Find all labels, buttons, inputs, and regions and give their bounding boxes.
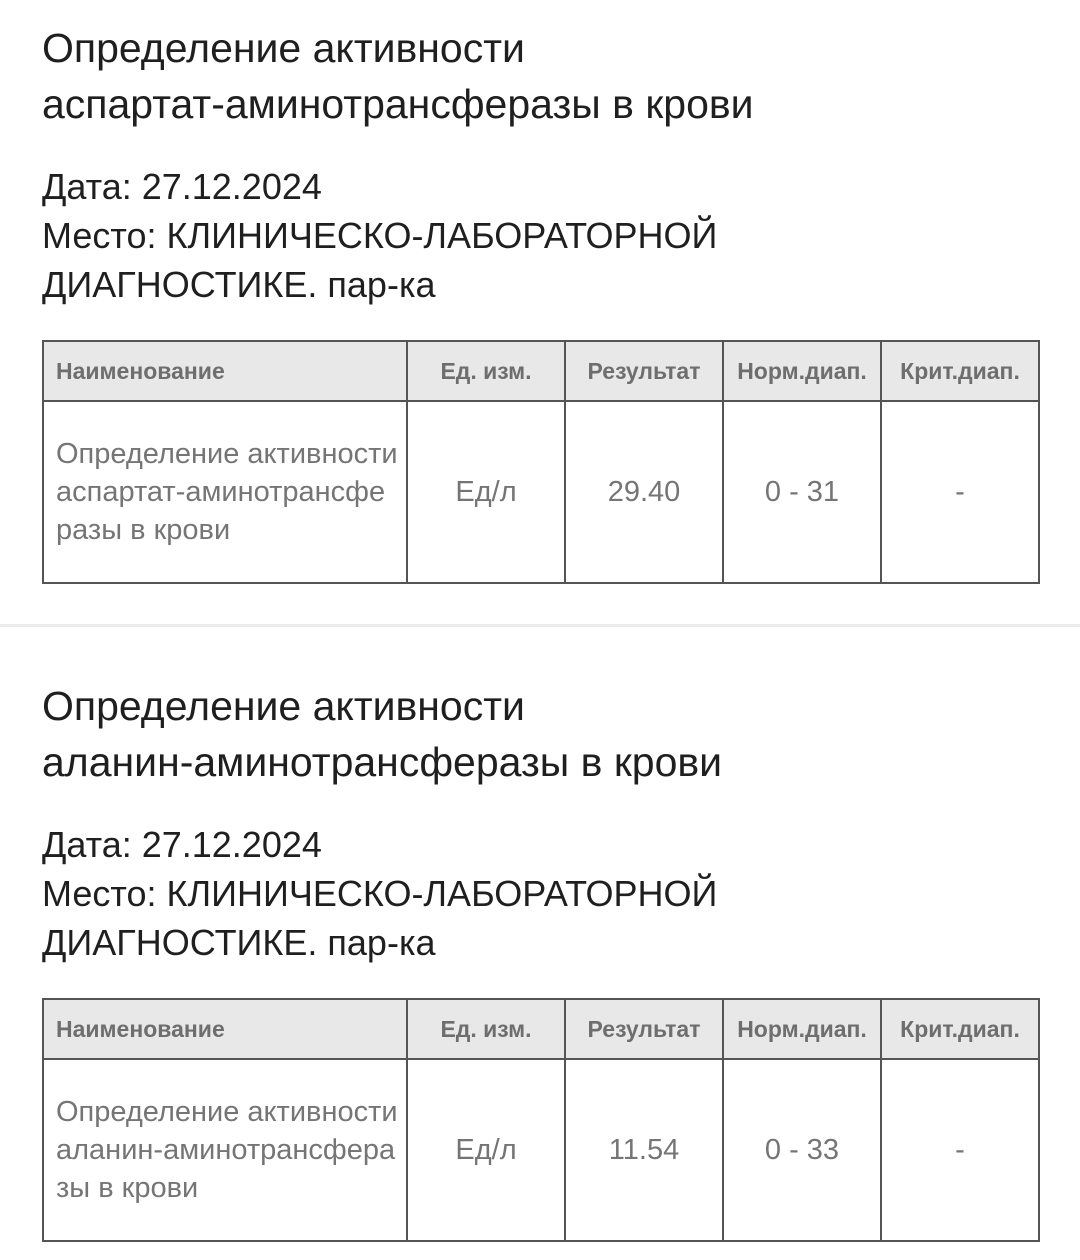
- test-title: [42, 678, 1042, 790]
- cell-name: Определение активности аспартат-аминотрансферазы в крови: [43, 401, 407, 583]
- cell-crit-range: -: [881, 401, 1039, 583]
- test-title-line1: Определение активности: [42, 683, 525, 729]
- test-title-line2: аланин-аминотрансферазы в крови: [42, 739, 723, 785]
- header-norm-range: Норм.диап.: [723, 999, 881, 1059]
- cell-name: Определение активности аланин-аминотрансферазы в крови: [43, 1059, 407, 1241]
- table-header-row: [43, 999, 1039, 1059]
- cell-norm-range: 0 - 33: [723, 1059, 881, 1241]
- test-meta: [42, 162, 1042, 309]
- test-date: Дата: 27.12.2024: [42, 166, 322, 207]
- header-name: Наименование: [43, 999, 407, 1059]
- cell-result: 29.40: [565, 401, 723, 583]
- cell-norm-range: 0 - 31: [723, 401, 881, 583]
- table-header-row: [43, 341, 1039, 401]
- test-title: [42, 20, 1042, 132]
- test-place-line2: ДИАГНОСТИКЕ. пар-ка: [42, 922, 436, 963]
- test-meta: [42, 820, 1042, 967]
- table-row: [43, 1059, 1039, 1241]
- section-divider: [0, 624, 1080, 627]
- header-name: Наименование: [43, 341, 407, 401]
- results-table: [42, 998, 1040, 1242]
- test-place-line2: ДИАГНОСТИКЕ. пар-ка: [42, 264, 436, 305]
- test-date: Дата: 27.12.2024: [42, 824, 322, 865]
- header-crit-range: Крит.диап.: [881, 341, 1039, 401]
- test-place-line1: Место: КЛИНИЧЕСКО-ЛАБОРАТОРНОЙ: [42, 215, 718, 256]
- header-unit: Ед. изм.: [407, 341, 565, 401]
- header-unit: Ед. изм.: [407, 999, 565, 1059]
- header-norm-range: Норм.диап.: [723, 341, 881, 401]
- test-title-line2: аспартат-аминотрансферазы в крови: [42, 81, 754, 127]
- test-title-line1: Определение активности: [42, 25, 525, 71]
- cell-crit-range: -: [881, 1059, 1039, 1241]
- cell-unit: Ед/л: [407, 401, 565, 583]
- test-place-line1: Место: КЛИНИЧЕСКО-ЛАБОРАТОРНОЙ: [42, 873, 718, 914]
- header-crit-range: Крит.диап.: [881, 999, 1039, 1059]
- cell-result: 11.54: [565, 1059, 723, 1241]
- header-result: Результат: [565, 341, 723, 401]
- table-row: [43, 401, 1039, 583]
- results-table: [42, 340, 1040, 584]
- header-result: Результат: [565, 999, 723, 1059]
- cell-unit: Ед/л: [407, 1059, 565, 1241]
